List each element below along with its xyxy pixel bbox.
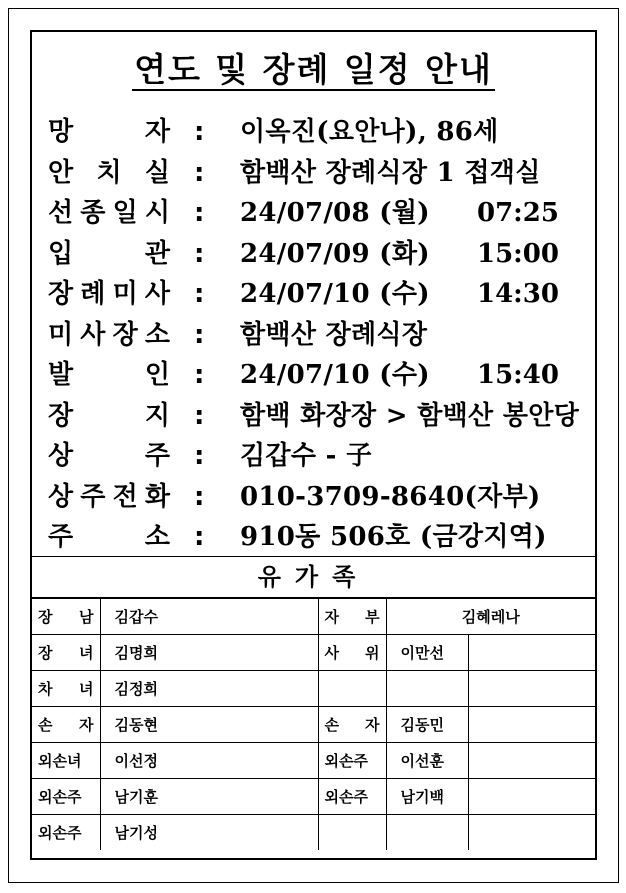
info-label-char: 사 — [80, 319, 106, 350]
info-colon: : — [194, 360, 205, 390]
name-cell — [386, 671, 468, 707]
name-cell: 김혜레나 — [386, 598, 595, 635]
info-label-char: 장 — [112, 319, 138, 350]
info-label — [48, 517, 170, 557]
info-label-char: 화 — [144, 481, 170, 512]
info-colon: : — [194, 117, 205, 147]
info-label — [48, 355, 170, 395]
info-label-char: 장 — [48, 400, 74, 431]
info-label-char: 시 — [144, 198, 170, 228]
family-table — [32, 597, 595, 850]
name-cell: 김동현 — [100, 707, 318, 743]
info-label-char: 주 — [48, 522, 74, 552]
info-value: 24/07/10 (수) — [240, 279, 430, 309]
name-cell: 이선훈 — [386, 743, 468, 779]
family-row — [32, 779, 595, 815]
info-row — [44, 396, 594, 436]
name-cell: 김동민 — [386, 707, 468, 743]
name-cell: 남기훈 — [100, 779, 318, 815]
relation-cell: 장 녀 — [32, 635, 100, 671]
info-value: 이옥진(요안나), 86세 — [240, 117, 499, 147]
name-cell: 김명희 — [100, 635, 318, 671]
relation-cell: 자 부 — [318, 598, 386, 635]
relation-cell: 손 자 — [318, 707, 386, 743]
info-colon: : — [194, 400, 205, 431]
family-row — [32, 743, 595, 779]
relation-cell: 외손주 — [318, 779, 386, 815]
info-time: 15:40 — [477, 360, 559, 390]
name-cell: 이선정 — [100, 743, 318, 779]
name-cell — [468, 707, 595, 743]
info-label-char: 전 — [112, 481, 138, 512]
info-value: 함백산 장례식장 1 접객실 — [240, 157, 541, 188]
info-label-char: 상 — [48, 481, 74, 512]
info-label-char: 실 — [144, 157, 170, 188]
name-cell: 김정희 — [100, 671, 318, 707]
info-label-char: 치 — [96, 157, 122, 188]
info-label — [48, 234, 170, 274]
info-label — [48, 436, 170, 476]
info-label-char: 장 — [48, 279, 74, 309]
info-label-char: 미 — [112, 279, 138, 309]
info-row — [44, 153, 594, 193]
info-time: 07:25 — [477, 198, 559, 228]
info-label-char: 입 — [48, 238, 74, 269]
info-label — [48, 193, 170, 233]
info-label — [48, 477, 170, 517]
divider — [32, 556, 595, 557]
relation-cell: 외손주 — [32, 779, 100, 815]
info-row — [44, 234, 594, 274]
relation-cell — [318, 671, 386, 707]
family-row — [32, 598, 595, 635]
info-label-char: 일 — [112, 198, 138, 228]
relation-cell: 외손녀 — [32, 743, 100, 779]
name-cell — [468, 815, 595, 851]
info-colon: : — [194, 279, 205, 309]
family-row — [32, 635, 595, 671]
relation-cell — [318, 815, 386, 851]
info-value: 910동 506호 (금강지역) — [240, 522, 547, 552]
info-value: 010-3709-8640(자부) — [240, 481, 541, 512]
info-row — [44, 193, 594, 233]
info-colon: : — [194, 238, 205, 269]
info-row — [44, 436, 594, 476]
relation-cell: 손 자 — [32, 707, 100, 743]
info-label-char: 관 — [144, 238, 170, 269]
info-row — [44, 355, 594, 395]
info-value: 24/07/08 (월) — [240, 198, 430, 228]
info-colon: : — [194, 319, 205, 350]
page-title: 연도 및 장례 일정 안내 — [134, 50, 493, 89]
info-label-char: 소 — [144, 522, 170, 552]
info-label-char: 소 — [144, 319, 170, 350]
info-label-char: 지 — [144, 400, 170, 431]
name-cell — [468, 635, 595, 671]
info-label-char: 선 — [48, 198, 74, 228]
name-cell — [468, 743, 595, 779]
info-label-char: 종 — [80, 198, 106, 228]
info-row — [44, 477, 594, 517]
info-row — [44, 517, 594, 557]
info-colon: : — [194, 198, 205, 228]
info-label-char: 망 — [48, 117, 74, 147]
info-label-char: 주 — [144, 441, 170, 471]
info-label-char: 주 — [80, 481, 106, 512]
info-label — [48, 274, 170, 314]
name-cell: 남기백 — [386, 779, 468, 815]
relation-cell: 장 남 — [32, 598, 100, 635]
info-label — [48, 112, 170, 152]
info-value: 24/07/09 (화) — [240, 238, 430, 269]
name-cell — [386, 815, 468, 851]
name-cell: 남기성 — [100, 815, 318, 851]
info-label-char: 안 — [48, 157, 74, 188]
info-time: 14:30 — [477, 279, 559, 309]
info-label-char: 인 — [144, 360, 170, 390]
info-value: 24/07/10 (수) — [240, 360, 430, 390]
info-value: 김갑수 - 子 — [240, 441, 373, 471]
name-cell: 김갑수 — [100, 598, 318, 635]
info-value: 함백산 장례식장 — [240, 319, 428, 350]
info-row — [44, 274, 594, 314]
info-colon: : — [194, 441, 205, 471]
info-label-char: 상 — [48, 441, 74, 471]
info-label-char: 사 — [144, 279, 170, 309]
info-label-char: 발 — [48, 360, 74, 390]
info-label — [48, 315, 170, 355]
name-cell — [468, 779, 595, 815]
name-cell: 이만선 — [386, 635, 468, 671]
family-heading: 유가족 — [257, 563, 370, 591]
notice-frame — [30, 30, 597, 860]
info-label-char: 자 — [144, 117, 170, 147]
info-label — [48, 153, 170, 193]
relation-cell: 차 녀 — [32, 671, 100, 707]
info-time: 15:00 — [477, 238, 559, 269]
family-row — [32, 707, 595, 743]
info-row — [44, 112, 594, 152]
relation-cell: 외손주 — [318, 743, 386, 779]
info-label-char: 례 — [80, 279, 106, 309]
family-row — [32, 671, 595, 707]
name-cell — [468, 671, 595, 707]
info-colon: : — [194, 481, 205, 512]
info-value: 함백 화장장 > 함백산 봉안당 — [240, 400, 580, 431]
info-row — [44, 315, 594, 355]
family-row — [32, 815, 595, 851]
info-label — [48, 396, 170, 436]
info-colon: : — [194, 157, 205, 188]
relation-cell: 사 위 — [318, 635, 386, 671]
info-colon: : — [194, 522, 205, 552]
info-label-char: 미 — [48, 319, 74, 350]
relation-cell: 외손주 — [32, 815, 100, 851]
